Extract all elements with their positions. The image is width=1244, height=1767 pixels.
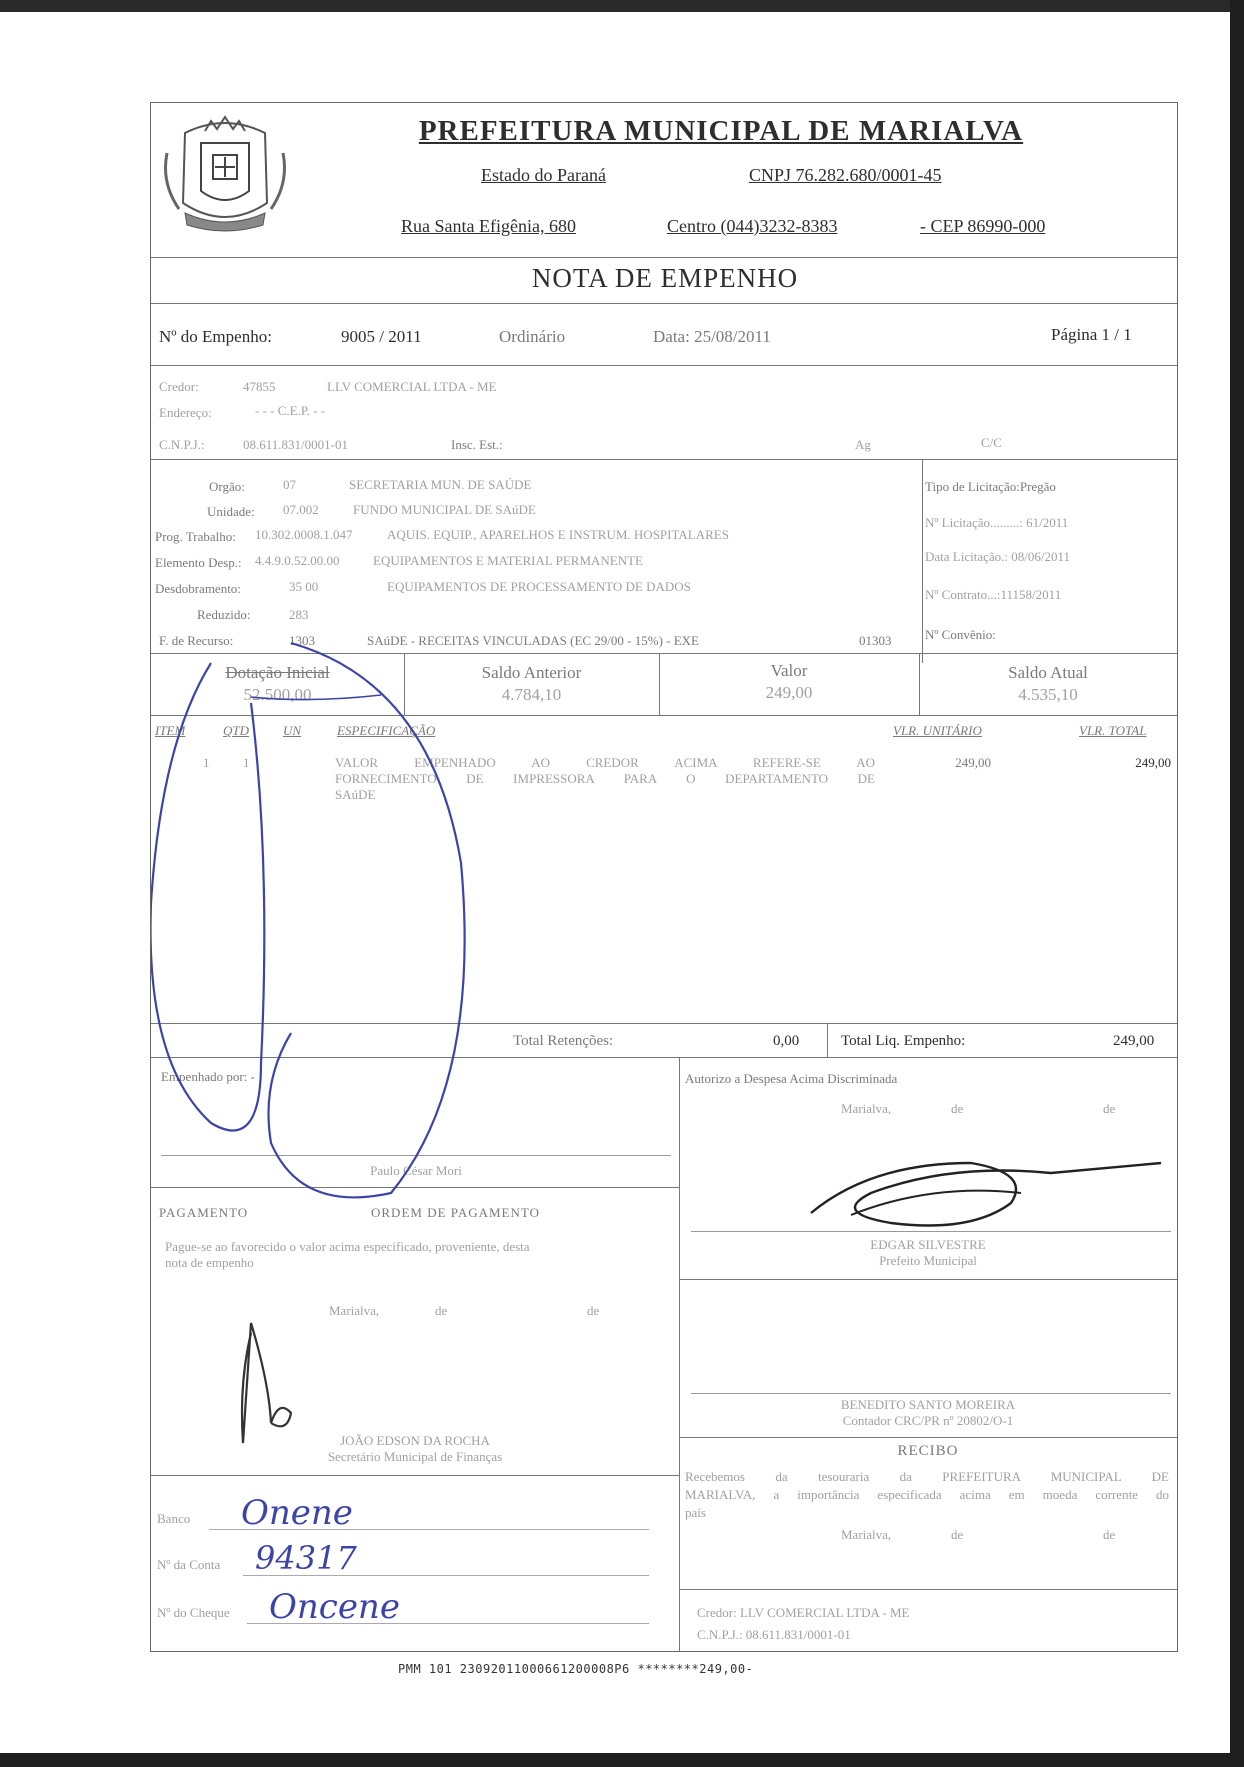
recibo-text-3: país [685,1505,706,1520]
barcode-line: PMM 101 23092011000661200008P6 ********249,00- [398,1662,754,1676]
empenho-number: 9005 / 2011 [341,327,422,346]
handwritten-cheque: Oncene [269,1587,400,1627]
ordem-text-2: nota de empenho [165,1255,254,1270]
reduzido-value: 283 [289,607,309,622]
cnpj-label: C.N.P.J.: [159,437,205,452]
orgao-name: SECRETARIA MUN. DE SAÚDE [349,477,532,492]
ordem-de-1: de [435,1303,448,1318]
municipality-cnpj: CNPJ 76.282.680/0001-45 [749,165,942,185]
dotacao-label: Dotação Inicial [225,663,330,682]
saldo-atual-value: 4.535,10 [1018,685,1078,704]
recibo-label: RECIBO [897,1443,959,1459]
recibo-de-1: de [951,1527,964,1542]
endereco-value: - - - C.E.P. - - [255,403,326,418]
contador-title: Contador CRC/PR nº 20802/O-1 [842,1413,1014,1428]
recurso-ref: 01303 [859,633,892,648]
recibo-place: Marialva, [841,1527,892,1542]
total-liquido-value: 249,00 [1113,1033,1155,1049]
empenho-date: Data: 25/08/2011 [653,327,771,346]
prefeito-title: Prefeito Municipal [879,1253,977,1268]
contador-name: BENEDITO SANTO MOREIRA [840,1397,1016,1412]
numero-licitacao: Nº Licitação.........: 61/2011 [925,515,1069,530]
elemento-name: EQUIPAMENTOS E MATERIAL PERMANENTE [373,553,643,568]
reduzido-label: Reduzido: [197,607,251,622]
nota-de-empenho-form [150,102,1178,1652]
recurso-code: 1303 [289,633,315,648]
row-spec-line3: SAúDE [335,787,376,802]
prog-label: Prog. Trabalho: [155,529,236,544]
empenhado-name: Paulo César Mori [370,1163,462,1178]
valor-value: 249,00 [765,683,813,702]
credor-code: 47855 [243,379,276,394]
recurso-label: F. de Recurso: [159,633,234,648]
prefeito-name: EDGAR SILVESTRE [870,1237,986,1252]
row-item: 1 [203,755,210,770]
prog-name: AQUIS. EQUIP., APARELHOS E INSTRUM. HOSPITALARES [387,527,729,542]
municipality-phone: Centro (044)3232-8383 [667,216,838,236]
saldo-anterior-value: 4.784,10 [501,685,562,704]
autorizo-de-2: de [1103,1101,1116,1116]
ordem-de-2: de [587,1303,600,1318]
empenhado-label: Empenhado por: - [161,1069,255,1084]
numero-contrato: Nº Contrato...:11158/2011 [925,587,1062,602]
cnpj-value: 08.611.831/0001-01 [243,437,348,452]
elemento-code: 4.4.9.0.52.00.00 [255,553,340,568]
municipality-cep: - CEP 86990-000 [920,216,1046,236]
saldo-anterior-label: Saldo Anterior [481,663,582,682]
credor-name: LLV COMERCIAL LTDA - ME [327,379,497,394]
secretario-name: JOÃO EDSON DA ROCHA [340,1433,490,1448]
autorizo-label: Autorizo a Despesa Acima Discriminada [685,1071,898,1086]
data-licitacao: Data Licitação.: 08/06/2011 [925,549,1070,564]
prog-code: 10.302.0008.1.047 [255,527,353,542]
scan-border-top [0,0,1244,12]
orgao-label: Orgão: [209,479,245,494]
document-title: NOTA DE EMPENHO [531,263,799,293]
row-qtd: 1 [243,755,250,770]
secretario-title: Secretário Municipal de Finanças [327,1449,503,1464]
recibo-text-1: Recebemos da tesouraria da PREFEITURA MUNICIPAL DE [685,1469,1169,1484]
unidade-code: 07.002 [283,502,319,517]
recibo-text-2: MARIALVA, a importância especificada acima em moeda corrente do [685,1487,1169,1502]
ordem-text-1: Pague-se ao favorecido o valor acima especificado, proveniente, desta [165,1239,530,1254]
pagamento-label: PAGAMENTO [159,1205,249,1220]
col-spec-header: ESPECIFICAÇÃO [337,723,436,738]
numero-convenio: Nº Convênio: [925,627,996,642]
tipo-licitacao: Tipo de Licitação:Pregão [925,479,1056,494]
total-liquido-label: Total Liq. Empenho: [841,1033,966,1049]
col-qtd-header: QTD [223,723,250,738]
row-total-value: 249,00 [1135,755,1171,770]
ag-label: Ag [855,437,871,452]
col-total-header: VLR. TOTAL [1079,723,1147,738]
banco-label: Banco [157,1511,191,1526]
dotacao-value: 52.500,00 [243,685,312,704]
desdobramento-label: Desdobramento: [155,581,241,596]
ordem-place: Marialva, [329,1303,380,1318]
orgao-code: 07 [283,477,296,492]
total-retencoes-value: 0,00 [773,1033,800,1049]
total-retencoes-label: Total Retenções: [513,1033,614,1049]
empenho-page: Página 1 / 1 [1051,325,1132,344]
credor-label: Credor: [159,379,199,394]
elemento-label: Elemento Desp.: [155,555,242,570]
scan-border-bottom [0,1753,1244,1767]
col-un-header: UN [283,723,302,738]
recibo-credor: Credor: LLV COMERCIAL LTDA - ME [697,1605,910,1620]
desdobramento-code: 35 00 [289,579,319,594]
handwritten-marks [151,103,1179,1653]
autorizo-place: Marialva, [841,1101,892,1116]
unidade-label: Unidade: [207,504,255,519]
row-spec-line1: VALOR EMPENHADO AO CREDOR ACIMA REFERE-SE AO [335,755,875,770]
handwritten-banco: Onene [241,1493,353,1533]
cheque-label: Nº do Cheque [157,1605,230,1620]
unidade-name: FUNDO MUNICIPAL DE SAúDE [353,502,536,517]
endereco-label: Endereço: [159,405,212,420]
municipality-address: Rua Santa Efigênia, 680 [401,216,576,236]
insc-label: Insc. Est.: [451,437,503,452]
row-unit-value: 249,00 [955,755,991,770]
cc-label: C/C [981,435,1002,450]
recibo-de-2: de [1103,1527,1116,1542]
saldo-atual-label: Saldo Atual [1008,663,1088,682]
conta-label: Nº da Conta [157,1557,221,1572]
municipality-name: PREFEITURA MUNICIPAL DE MARIALVA [418,115,1024,147]
handwritten-conta: 94317 [255,1539,357,1577]
scan-border-right [1230,0,1244,1767]
row-spec-line2: FORNECIMENTO DE IMPRESSORA PARA O DEPARTAMENTO DE [335,771,875,786]
valor-label: Valor [770,661,808,680]
empenho-type: Ordinário [499,327,566,346]
autorizo-de-1: de [951,1101,964,1116]
state-name: Estado do Paraná [481,165,606,185]
recurso-name: SAúDE - RECEITAS VINCULADAS (EC 29/00 - 15%) - EXE [367,633,700,648]
empenho-number-label: Nº do Empenho: [159,327,272,346]
ordem-pagamento-label: ORDEM DE PAGAMENTO [371,1205,540,1220]
col-unit-header: VLR. UNITÁRIO [893,723,982,738]
recibo-cnpj: C.N.P.J.: 08.611.831/0001-01 [697,1627,851,1642]
col-item-header: ITEM [155,723,186,738]
desdobramento-name: EQUIPAMENTOS DE PROCESSAMENTO DE DADOS [387,579,691,594]
